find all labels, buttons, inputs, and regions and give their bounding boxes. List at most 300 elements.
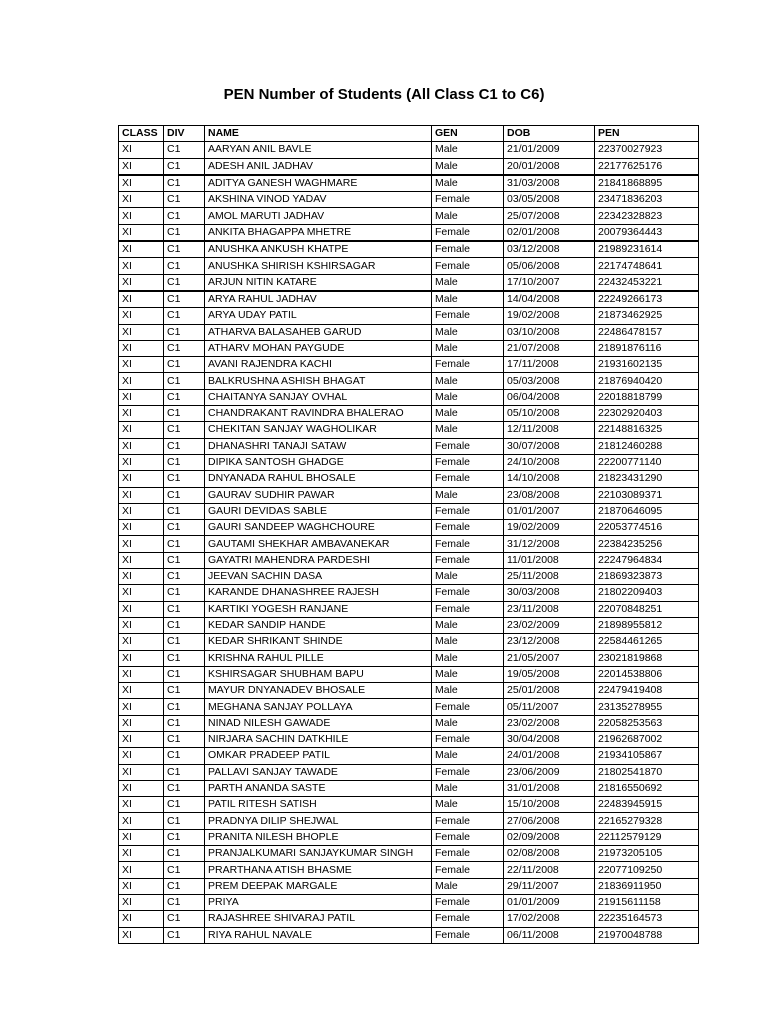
table-row <box>119 241 699 258</box>
table-row <box>119 274 699 291</box>
cell-class: XI <box>119 878 164 894</box>
table-row <box>119 357 699 373</box>
cell-pen: 21816550692 <box>595 780 699 796</box>
cell-class: XI <box>119 258 164 274</box>
cell-class: XI <box>119 406 164 422</box>
cell-gen: Female <box>432 192 504 208</box>
cell-class: XI <box>119 308 164 324</box>
cell-dob: 14/04/2008 <box>504 291 595 308</box>
cell-class: XI <box>119 208 164 224</box>
table-row <box>119 142 699 158</box>
table-row <box>119 487 699 503</box>
table-row <box>119 846 699 862</box>
cell-div: C1 <box>164 666 205 682</box>
cell-pen: 21841868895 <box>595 175 699 192</box>
cell-div: C1 <box>164 894 205 910</box>
cell-div: C1 <box>164 422 205 438</box>
cell-name: CHEKITAN SANJAY WAGHOLIKAR <box>205 422 432 438</box>
cell-pen: 22302920403 <box>595 406 699 422</box>
cell-div: C1 <box>164 862 205 878</box>
cell-class: XI <box>119 764 164 780</box>
cell-gen: Female <box>432 241 504 258</box>
cell-class: XI <box>119 471 164 487</box>
cell-dob: 31/03/2008 <box>504 175 595 192</box>
cell-pen: 21836911950 <box>595 878 699 894</box>
cell-gen: Female <box>432 552 504 568</box>
table-row <box>119 224 699 241</box>
table-row <box>119 927 699 943</box>
cell-dob: 01/01/2009 <box>504 894 595 910</box>
cell-div: C1 <box>164 846 205 862</box>
cell-name: RIYA RAHUL NAVALE <box>205 927 432 943</box>
cell-dob: 17/11/2008 <box>504 357 595 373</box>
cell-dob: 25/07/2008 <box>504 208 595 224</box>
table-row <box>119 552 699 568</box>
cell-gen: Female <box>432 438 504 454</box>
cell-name: AMOL MARUTI JADHAV <box>205 208 432 224</box>
cell-div: C1 <box>164 699 205 715</box>
cell-pen: 22177625176 <box>595 158 699 175</box>
cell-name: MEGHANA SANJAY POLLAYA <box>205 699 432 715</box>
cell-name: ADESH ANIL JADHAV <box>205 158 432 175</box>
table-header-row <box>119 126 699 142</box>
cell-dob: 24/01/2008 <box>504 748 595 764</box>
cell-dob: 17/02/2008 <box>504 911 595 927</box>
cell-div: C1 <box>164 650 205 666</box>
cell-class: XI <box>119 520 164 536</box>
cell-pen: 22483945915 <box>595 797 699 813</box>
cell-pen: 22486478157 <box>595 324 699 340</box>
cell-pen: 22103089371 <box>595 487 699 503</box>
cell-class: XI <box>119 241 164 258</box>
cell-div: C1 <box>164 617 205 633</box>
cell-dob: 23/11/2008 <box>504 601 595 617</box>
cell-div: C1 <box>164 536 205 552</box>
cell-dob: 21/07/2008 <box>504 340 595 356</box>
cell-dob: 05/06/2008 <box>504 258 595 274</box>
cell-dob: 02/08/2008 <box>504 846 595 862</box>
cell-class: XI <box>119 927 164 943</box>
cell-dob: 23/12/2008 <box>504 634 595 650</box>
cell-pen: 21869323873 <box>595 569 699 585</box>
cell-class: XI <box>119 666 164 682</box>
cell-pen: 21802209403 <box>595 585 699 601</box>
cell-class: XI <box>119 650 164 666</box>
cell-dob: 12/11/2008 <box>504 422 595 438</box>
cell-class: XI <box>119 274 164 291</box>
cell-div: C1 <box>164 487 205 503</box>
cell-name: PARTH ANANDA SASTE <box>205 780 432 796</box>
table-row <box>119 666 699 682</box>
cell-gen: Male <box>432 487 504 503</box>
cell-div: C1 <box>164 357 205 373</box>
cell-name: MAYUR DNYANADEV BHOSALE <box>205 683 432 699</box>
cell-gen: Male <box>432 650 504 666</box>
cell-gen: Female <box>432 862 504 878</box>
cell-dob: 21/01/2009 <box>504 142 595 158</box>
cell-gen: Female <box>432 585 504 601</box>
cell-pen: 23021819868 <box>595 650 699 666</box>
table-row <box>119 373 699 389</box>
cell-name: KRISHNA RAHUL PILLE <box>205 650 432 666</box>
table-row <box>119 683 699 699</box>
cell-div: C1 <box>164 634 205 650</box>
cell-pen: 21973205105 <box>595 846 699 862</box>
cell-class: XI <box>119 862 164 878</box>
cell-div: C1 <box>164 208 205 224</box>
cell-name: PRANJALKUMARI SANJAYKUMAR SINGH <box>205 846 432 862</box>
table-row <box>119 617 699 633</box>
student-pen-table <box>118 125 699 944</box>
cell-gen: Male <box>432 373 504 389</box>
cell-class: XI <box>119 731 164 747</box>
table-row <box>119 308 699 324</box>
cell-dob: 19/02/2008 <box>504 308 595 324</box>
cell-name: DHANASHRI TANAJI SATAW <box>205 438 432 454</box>
table-row <box>119 192 699 208</box>
cell-name: RAJASHREE SHIVARAJ PATIL <box>205 911 432 927</box>
table-row <box>119 601 699 617</box>
cell-pen: 22053774516 <box>595 520 699 536</box>
cell-dob: 31/12/2008 <box>504 536 595 552</box>
cell-gen: Male <box>432 158 504 175</box>
cell-class: XI <box>119 357 164 373</box>
cell-div: C1 <box>164 927 205 943</box>
cell-class: XI <box>119 813 164 829</box>
cell-dob: 11/01/2008 <box>504 552 595 568</box>
cell-pen: 21915611158 <box>595 894 699 910</box>
cell-pen: 20079364443 <box>595 224 699 241</box>
cell-gen: Female <box>432 520 504 536</box>
cell-div: C1 <box>164 308 205 324</box>
cell-name: ANUSHKA ANKUSH KHATPE <box>205 241 432 258</box>
header-gen: GEN <box>432 126 504 142</box>
cell-gen: Female <box>432 258 504 274</box>
cell-class: XI <box>119 797 164 813</box>
cell-div: C1 <box>164 274 205 291</box>
header-pen: PEN <box>595 126 699 142</box>
table-row <box>119 454 699 470</box>
cell-pen: 22058253563 <box>595 715 699 731</box>
cell-gen: Female <box>432 813 504 829</box>
table-row <box>119 829 699 845</box>
table-row <box>119 520 699 536</box>
cell-class: XI <box>119 536 164 552</box>
cell-gen: Male <box>432 340 504 356</box>
table-row <box>119 406 699 422</box>
cell-dob: 30/03/2008 <box>504 585 595 601</box>
cell-div: C1 <box>164 373 205 389</box>
cell-name: ARYA UDAY PATIL <box>205 308 432 324</box>
cell-class: XI <box>119 158 164 175</box>
cell-name: AKSHINA VINOD YADAV <box>205 192 432 208</box>
cell-dob: 02/09/2008 <box>504 829 595 845</box>
cell-div: C1 <box>164 748 205 764</box>
cell-div: C1 <box>164 340 205 356</box>
cell-gen: Female <box>432 894 504 910</box>
cell-class: XI <box>119 829 164 845</box>
cell-pen: 21812460288 <box>595 438 699 454</box>
cell-gen: Male <box>432 324 504 340</box>
table-row <box>119 748 699 764</box>
cell-gen: Male <box>432 274 504 291</box>
table-row <box>119 258 699 274</box>
cell-pen: 21876940420 <box>595 373 699 389</box>
cell-name: AARYAN ANIL BAVLE <box>205 142 432 158</box>
cell-div: C1 <box>164 520 205 536</box>
cell-class: XI <box>119 780 164 796</box>
table-row <box>119 634 699 650</box>
cell-div: C1 <box>164 324 205 340</box>
table-row <box>119 291 699 308</box>
cell-name: BALKRUSHNA ASHISH BHAGAT <box>205 373 432 389</box>
cell-pen: 21931602135 <box>595 357 699 373</box>
table-row <box>119 862 699 878</box>
cell-div: C1 <box>164 601 205 617</box>
cell-pen: 22112579129 <box>595 829 699 845</box>
cell-name: PALLAVI SANJAY TAWADE <box>205 764 432 780</box>
cell-gen: Female <box>432 454 504 470</box>
cell-gen: Male <box>432 291 504 308</box>
cell-gen: Male <box>432 389 504 405</box>
table-row <box>119 175 699 192</box>
cell-div: C1 <box>164 780 205 796</box>
cell-name: JEEVAN SACHIN DASA <box>205 569 432 585</box>
cell-name: PREM DEEPAK MARGALE <box>205 878 432 894</box>
cell-name: DIPIKA SANTOSH GHADGE <box>205 454 432 470</box>
cell-gen: Female <box>432 503 504 519</box>
table-row <box>119 389 699 405</box>
cell-gen: Female <box>432 829 504 845</box>
cell-gen: Male <box>432 142 504 158</box>
cell-gen: Male <box>432 780 504 796</box>
cell-dob: 21/05/2007 <box>504 650 595 666</box>
cell-dob: 27/06/2008 <box>504 813 595 829</box>
table-row <box>119 158 699 175</box>
cell-pen: 22584461265 <box>595 634 699 650</box>
cell-name: ARJUN NITIN KATARE <box>205 274 432 291</box>
table-row <box>119 764 699 780</box>
cell-gen: Female <box>432 224 504 241</box>
table-row <box>119 813 699 829</box>
cell-pen: 21989231614 <box>595 241 699 258</box>
cell-dob: 19/02/2009 <box>504 520 595 536</box>
cell-gen: Female <box>432 471 504 487</box>
cell-pen: 21802541870 <box>595 764 699 780</box>
cell-dob: 19/05/2008 <box>504 666 595 682</box>
cell-class: XI <box>119 192 164 208</box>
cell-dob: 24/10/2008 <box>504 454 595 470</box>
cell-div: C1 <box>164 569 205 585</box>
cell-dob: 25/11/2008 <box>504 569 595 585</box>
cell-class: XI <box>119 340 164 356</box>
cell-gen: Female <box>432 911 504 927</box>
cell-pen: 22342328823 <box>595 208 699 224</box>
cell-div: C1 <box>164 911 205 927</box>
cell-div: C1 <box>164 291 205 308</box>
cell-dob: 30/07/2008 <box>504 438 595 454</box>
cell-pen: 22148816325 <box>595 422 699 438</box>
cell-gen: Female <box>432 536 504 552</box>
cell-dob: 05/03/2008 <box>504 373 595 389</box>
cell-class: XI <box>119 373 164 389</box>
cell-div: C1 <box>164 258 205 274</box>
cell-class: XI <box>119 389 164 405</box>
cell-class: XI <box>119 175 164 192</box>
cell-pen: 21898955812 <box>595 617 699 633</box>
table-row <box>119 324 699 340</box>
cell-div: C1 <box>164 797 205 813</box>
cell-name: CHAITANYA SANJAY OVHAL <box>205 389 432 405</box>
cell-pen: 22077109250 <box>595 862 699 878</box>
cell-name: PRIYA <box>205 894 432 910</box>
cell-pen: 22235164573 <box>595 911 699 927</box>
table-row <box>119 471 699 487</box>
table-row <box>119 503 699 519</box>
cell-pen: 22014538806 <box>595 666 699 682</box>
cell-gen: Female <box>432 846 504 862</box>
cell-gen: Male <box>432 715 504 731</box>
cell-div: C1 <box>164 438 205 454</box>
cell-pen: 21823431290 <box>595 471 699 487</box>
table-row <box>119 731 699 747</box>
table-row <box>119 208 699 224</box>
cell-dob: 29/11/2007 <box>504 878 595 894</box>
cell-pen: 21873462925 <box>595 308 699 324</box>
table-row <box>119 650 699 666</box>
cell-class: XI <box>119 617 164 633</box>
cell-gen: Male <box>432 208 504 224</box>
cell-div: C1 <box>164 813 205 829</box>
cell-div: C1 <box>164 241 205 258</box>
cell-pen: 22247964834 <box>595 552 699 568</box>
cell-div: C1 <box>164 878 205 894</box>
cell-gen: Female <box>432 731 504 747</box>
cell-class: XI <box>119 683 164 699</box>
cell-class: XI <box>119 911 164 927</box>
table-row <box>119 340 699 356</box>
cell-class: XI <box>119 601 164 617</box>
cell-class: XI <box>119 634 164 650</box>
cell-gen: Male <box>432 666 504 682</box>
cell-name: GAUTAMI SHEKHAR AMBAVANEKAR <box>205 536 432 552</box>
cell-class: XI <box>119 569 164 585</box>
cell-name: KSHIRSAGAR SHUBHAM BAPU <box>205 666 432 682</box>
cell-name: OMKAR PRADEEP PATIL <box>205 748 432 764</box>
cell-class: XI <box>119 894 164 910</box>
cell-name: KARTIKI YOGESH RANJANE <box>205 601 432 617</box>
cell-dob: 14/10/2008 <box>504 471 595 487</box>
table-row <box>119 797 699 813</box>
cell-gen: Male <box>432 422 504 438</box>
cell-dob: 20/01/2008 <box>504 158 595 175</box>
cell-name: GAYATRI MAHENDRA PARDESHI <box>205 552 432 568</box>
cell-dob: 22/11/2008 <box>504 862 595 878</box>
cell-gen: Female <box>432 699 504 715</box>
cell-pen: 21970048788 <box>595 927 699 943</box>
cell-class: XI <box>119 715 164 731</box>
cell-gen: Female <box>432 764 504 780</box>
cell-div: C1 <box>164 585 205 601</box>
cell-div: C1 <box>164 683 205 699</box>
cell-gen: Male <box>432 634 504 650</box>
cell-pen: 23135278955 <box>595 699 699 715</box>
cell-div: C1 <box>164 764 205 780</box>
cell-div: C1 <box>164 503 205 519</box>
cell-pen: 23471836203 <box>595 192 699 208</box>
cell-name: NINAD NILESH GAWADE <box>205 715 432 731</box>
cell-class: XI <box>119 291 164 308</box>
cell-class: XI <box>119 324 164 340</box>
cell-gen: Male <box>432 569 504 585</box>
table-row <box>119 438 699 454</box>
cell-name: PRADNYA DILIP SHEJWAL <box>205 813 432 829</box>
cell-name: KEDAR SANDIP HANDE <box>205 617 432 633</box>
cell-dob: 03/05/2008 <box>504 192 595 208</box>
cell-name: GAURI DEVIDAS SABLE <box>205 503 432 519</box>
cell-dob: 23/08/2008 <box>504 487 595 503</box>
cell-gen: Female <box>432 308 504 324</box>
cell-div: C1 <box>164 158 205 175</box>
cell-pen: 22432453221 <box>595 274 699 291</box>
cell-pen: 22249266173 <box>595 291 699 308</box>
cell-dob: 03/10/2008 <box>504 324 595 340</box>
cell-dob: 02/01/2008 <box>504 224 595 241</box>
cell-name: ATHARVA BALASAHEB GARUD <box>205 324 432 340</box>
cell-name: ANKITA BHAGAPPA MHETRE <box>205 224 432 241</box>
cell-div: C1 <box>164 715 205 731</box>
cell-gen: Female <box>432 927 504 943</box>
cell-name: ARYA RAHUL JADHAV <box>205 291 432 308</box>
cell-gen: Female <box>432 357 504 373</box>
cell-pen: 21870646095 <box>595 503 699 519</box>
cell-name: ADITYA GANESH WAGHMARE <box>205 175 432 192</box>
cell-gen: Male <box>432 406 504 422</box>
cell-gen: Male <box>432 617 504 633</box>
cell-class: XI <box>119 846 164 862</box>
cell-dob: 30/04/2008 <box>504 731 595 747</box>
cell-div: C1 <box>164 192 205 208</box>
cell-name: PRARTHANA ATISH BHASME <box>205 862 432 878</box>
table-row <box>119 911 699 927</box>
table-body <box>119 142 699 944</box>
cell-name: NIRJARA SACHIN DATKHILE <box>205 731 432 747</box>
table-row <box>119 422 699 438</box>
page-title: PEN Number of Students (All Class C1 to C6) <box>223 86 545 103</box>
table-row <box>119 699 699 715</box>
cell-name: PRANITA NILESH BHOPLE <box>205 829 432 845</box>
cell-div: C1 <box>164 389 205 405</box>
cell-pen: 22174748641 <box>595 258 699 274</box>
cell-div: C1 <box>164 142 205 158</box>
cell-name: ANUSHKA SHIRISH KSHIRSAGAR <box>205 258 432 274</box>
cell-dob: 31/01/2008 <box>504 780 595 796</box>
cell-div: C1 <box>164 731 205 747</box>
cell-gen: Male <box>432 797 504 813</box>
cell-name: GAURAV SUDHIR PAWAR <box>205 487 432 503</box>
cell-name: KEDAR SHRIKANT SHINDE <box>205 634 432 650</box>
cell-pen: 22070848251 <box>595 601 699 617</box>
cell-dob: 05/11/2007 <box>504 699 595 715</box>
cell-pen: 22200771140 <box>595 454 699 470</box>
cell-name: PATIL RITESH SATISH <box>205 797 432 813</box>
cell-pen: 21962687002 <box>595 731 699 747</box>
cell-gen: Male <box>432 175 504 192</box>
cell-dob: 06/04/2008 <box>504 389 595 405</box>
table-row <box>119 569 699 585</box>
cell-pen: 22018818799 <box>595 389 699 405</box>
cell-pen: 22165279328 <box>595 813 699 829</box>
